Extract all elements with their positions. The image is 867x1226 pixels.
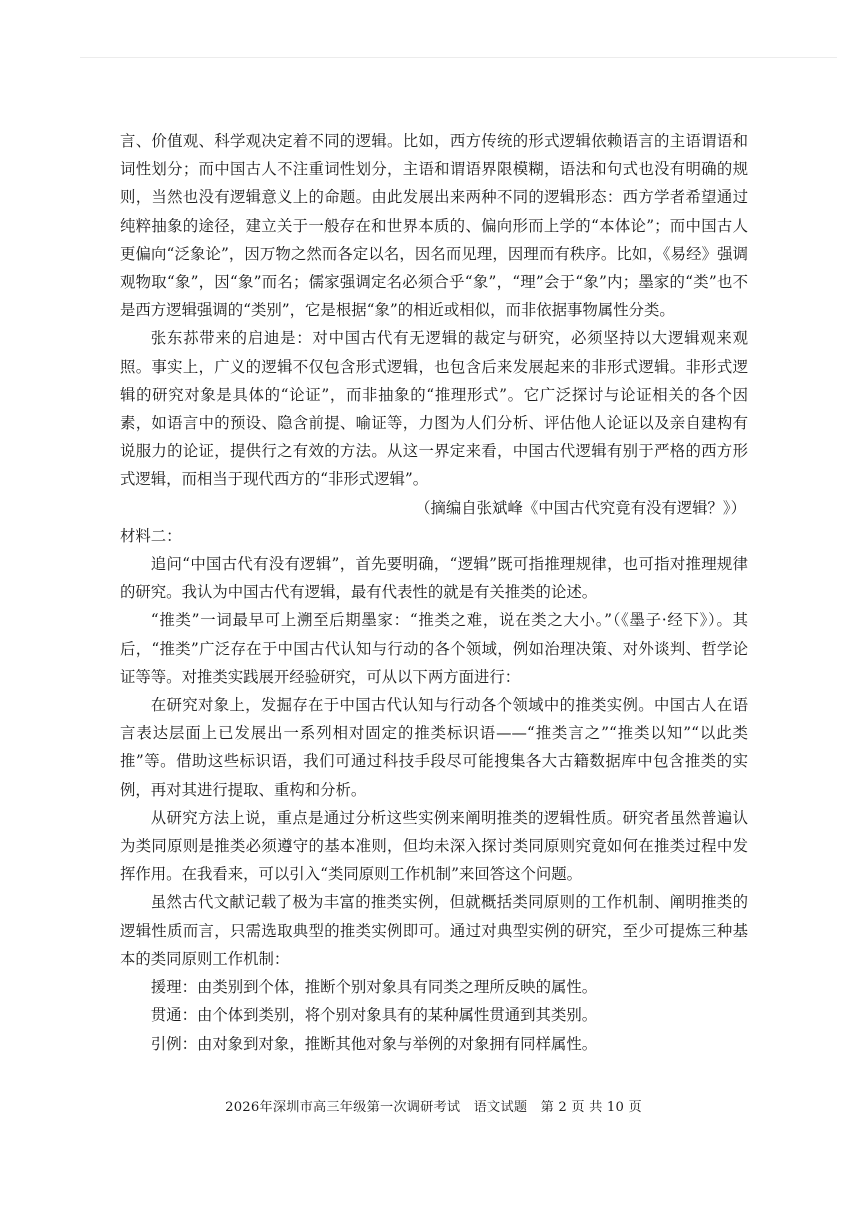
section-heading: 材料二： <box>120 526 182 545</box>
mechanism-yinli: 引例：由对象到对象，推断其他对象与举例的对象拥有同样属性。 <box>150 1034 598 1053</box>
mechanism-guantong: 贯通：由个体到类别，将个别对象具有的某种属性贯通到其类别。 <box>150 1006 598 1025</box>
paragraph-zhang-dongsun: 张东荪带来的启迪是：对中国古代有无逻辑的裁定与研究，必须坚持以大逻辑观来观照。事实上，广义的逻辑不仅包含形式逻辑，也包含后来发展起来的非形式逻辑。非形式逻辑的研究对象是具体的“论证”，而非抽象的“推理形式”。它广泛探讨与论证相关的各个因素，如语言中的预设、隐含前提、喻证等，力图为人们分析、评估他人论证以及亲自建构有说服力的论证，提供行之有效的方法。从这一界定来看，中国古代逻辑有别于严格的西方形式逻辑，而相当于现代西方的“非形式逻辑”。 <box>120 329 748 489</box>
mechanism-yuanli: 援理：由类别到个体，推断个别对象具有同类之理所反映的属性。 <box>150 978 598 997</box>
paragraph-question: 追问“中国古代有没有逻辑”，首先要明确，“逻辑”既可指推理规律，也可指对推理规律的研究。我认为中国古代有逻辑，最有代表性的就是有关推类的论述。 <box>120 555 748 602</box>
paragraph-continuation: 言、价值观、科学观决定着不同的逻辑。比如，西方传统的形式逻辑依赖语言的主语谓语和词性划分；而中国古人不注重词性划分，主语和谓语界限模糊，语法和句式也没有明确的规则，当然也没有逻辑意义上的命题。由此发展出来两种不同的逻辑形态：西方学者希望通过纯粹抽象的途径，建立关于一般存在和世界本质的、偏向形而上学的“本体论”；而中国古人更偏向“泛象论”，因万物之然而各定以名，因名而见理，因理而有秩序。比如，《易经》强调观物取“象”，因“象”而名；儒家强调定名必须合乎“象”，“理”会于“象”内；墨家的“类”也不是西方逻辑强调的“类别”，它是根据“象”的相近或相似，而非依据事物属性分类。 <box>120 132 748 320</box>
paragraph-research-object: 在研究对象上，发掘存在于中国古代认知与行动各个领域中的推类实例。中国古人在语言表达层面上已发展出一系列相对固定的推类标识语——“推类言之”“推类以知”“以此类推”等。借助这些标识语，我们可通过科技手段尽可能搜集各大古籍数据库中包含推类的实例，再对其进行提取、重构和分析。 <box>120 696 748 799</box>
paragraph-typical-cases: 虽然古代文献记载了极为丰富的推类实例，但就概括类同原则的工作机制、阐明推类的逻辑性质而言，只需选取典型的推类实例即可。通过对典型实例的研究，至少可提炼三种基本的类同原则工作机制： <box>120 893 748 968</box>
paragraph-tuilei-origin: “推类”一词最早可上溯至后期墨家：“推类之难，说在类之大小。”（《墨子·经下》）。其后，“推类”广泛存在于中国古代认知与行动的各个领域，例如治理决策、对外谈判、哲学论证等等。对推类实践展开经验研究，可从以下两方面进行： <box>120 611 748 686</box>
page-footer: 2026年深圳市高三年级第一次调研考试 语文试题 第 2 页 共 10 页 <box>225 1100 642 1115</box>
page-body <box>120 127 748 1058</box>
paragraph-research-method: 从研究方法上说，重点是通过分析这些实例来阐明推类的逻辑性质。研究者虽然普遍认为类同原则是推类必须遵守的基本准则，但均未深入探讨类同原则究竟如何在推类过程中发挥作用。在我看来，可以引入“类同原则工作机制”来回答这个问题。 <box>120 808 748 884</box>
source-citation: （摘编自张斌峰《中国古代究竟有没有逻辑？》） <box>415 498 746 517</box>
top-rule <box>80 57 837 58</box>
